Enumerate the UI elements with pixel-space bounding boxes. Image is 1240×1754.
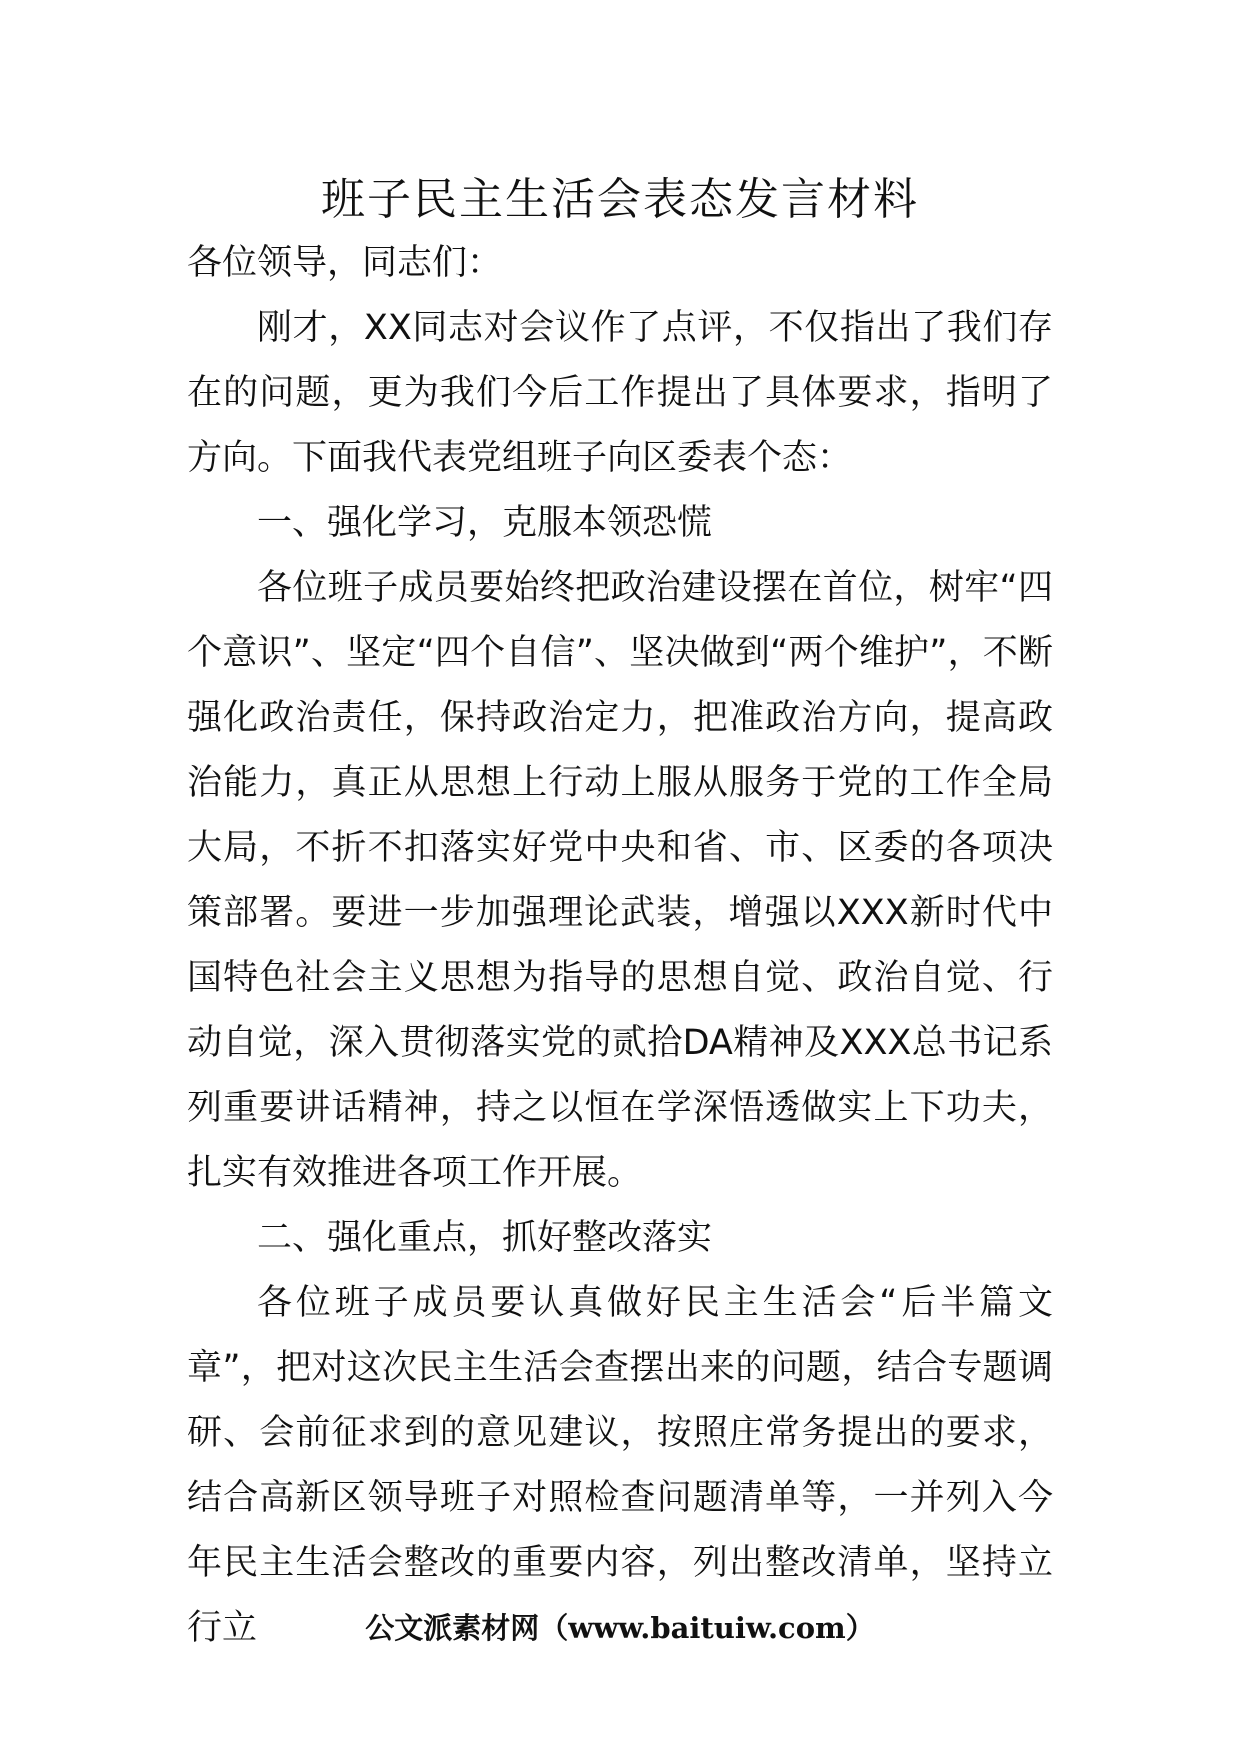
section-heading-1: 一、强化学习，克服本领恐慌 [257, 503, 713, 543]
paragraph-intro: 刚才，XX同志对会议作了点评，不仅指出了我们存在的问题，更为我们今后工作提出了具体要求，指明了方向。下面我代表党组班子向区委表个态： [187, 308, 1053, 478]
footer-watermark: 公文派素材网（www.baituiw.com） [365, 1611, 875, 1645]
document-title: 班子民主生活会表态发言材料 [321, 174, 919, 225]
document-body [187, 231, 1053, 1661]
paragraph-section-1: 各位班子成员要始终把政治建设摆在首位，树牢“四个意识”、坚定“四个自信”、坚决做到“两个维护”，不断强化政治责任，保持政治定力，把准政治方向，提高政治能力，真正从思想上行动上服从服务于党的工作全局大局，不折不扣落实好党中央和省、市、区委的各项决策部署。要进一步加强理论武装，增强以XXX新时代中国特色社会主义思想为指导的思想自觉、政治自觉、行动自觉，深入贯彻落实党的贰拾DA精神及XXX总书记系列重要讲话精神，持之以恒在学深悟透做实上下功夫，扎实有效推进各项工作开展。 [187, 568, 1053, 1193]
paragraph-section-2: 各位班子成员要认真做好民主生活会“后半篇文章”，把对这次民主生活会查摆出来的问题，结合专题调研、会前征求到的意见建议，按照庄常务提出的要求，结合高新区领导班子对照检查问题清单等，一并列入今年民主生活会整改的重要内容，列出整改清单，坚持立行立 [187, 1283, 1053, 1648]
section-heading-2: 二、强化重点，抓好整改落实 [257, 1218, 713, 1258]
salutation: 各位领导，同志们： [187, 243, 503, 283]
